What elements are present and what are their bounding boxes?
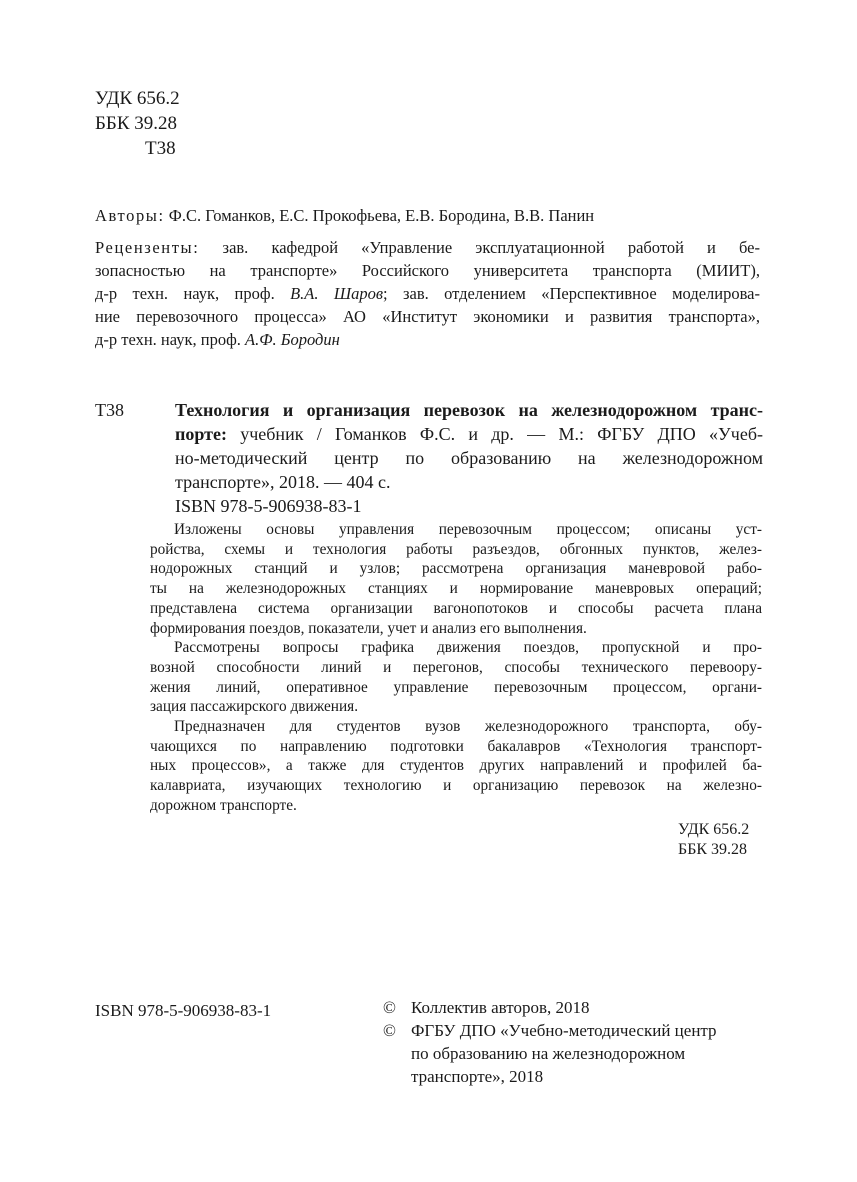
authors-label: Авторы: — [95, 206, 165, 225]
book-title: Технология и организация перевозок на железнодорожном транс- — [175, 400, 763, 420]
annotation-paragraph: Рассмотрены вопросы графика движения поездов, пропускной и про- возной способности линий и перегонов, способы технического перевоору- жения линий, оперативное управление перевозочным процессом, органи- зация пассажирского движения. — [150, 639, 762, 716]
udk-code: УДК 656.2 — [678, 821, 750, 838]
author-mark: Т38 — [145, 138, 176, 159]
authors-names: Ф.С. Гоманков, Е.С. Прокофьева, Е.В. Бородина, В.В. Панин — [168, 206, 595, 225]
reviewers-label: Рецензенты: — [95, 238, 200, 257]
bibliographic-record — [175, 398, 763, 518]
catalog-code: Т38 — [95, 400, 124, 420]
annotation-paragraph: Предназначен для студентов вузов железнодорожного транспорта, обу- чающихся по направлению подготовки бакалавров «Технология транспорт- ных процессов», а также для студентов других направлений и профилей ба- калавриата, изучающих технологию и организацию перевозок на железно- дорожном транспорте. — [150, 718, 762, 814]
footer-classification-codes — [678, 820, 749, 860]
bibliographic-line: порте: учебник / Гоманков Ф.С. и др. — М.: ФГБУ ДПО «Учеб- — [175, 424, 763, 444]
authors-line — [95, 204, 594, 228]
copyright-icon: © — [383, 998, 396, 1017]
annotation-paragraph: Изложены основы управления перевозочным процессом; описаны уст- ройства, схемы и технология работы разъездов, обгонных пунктов, желез- нодорожных станций и узлов; рассмотрена организация маневровой рабо- ты на железнодорожных станциях и нормирование маневровых операций; представлена система организации вагонопотоков и способы расчета плана формирования поездов, показатели, учет и анализ его выполнения. — [150, 521, 762, 637]
reviewers-block — [95, 236, 760, 351]
reviewers-line: Рецензенты: зав. кафедрой «Управление эксплуатационной работой и бе- — [95, 238, 760, 257]
bbk-code: ББК 39.28 — [678, 841, 748, 858]
bibliographic-line: транспорте», 2018. — 404 с. — [175, 472, 391, 492]
header-classification-codes — [95, 86, 180, 161]
copyright-block: © Коллектив авторов, 2018 © ФГБУ ДПО «Учебно-методический центр по образованию на железнодорожном транспорте», 2018 — [383, 998, 717, 1086]
udk-code: УДК 656.2 — [95, 88, 180, 109]
copyright-line: © Коллектив авторов, 2018 — [383, 998, 590, 1017]
copyright-line: © ФГБУ ДПО «Учебно-методический центр — [383, 1021, 717, 1040]
reviewers-line: д-р техн. наук, проф. А.Ф. Бородин — [95, 330, 340, 349]
reviewers-line: ние перевозочного процесса» АО «Институт экономики и развития транспорта», — [95, 307, 760, 326]
isbn-bottom: ISBN 978-5-906938-83-1 — [95, 1001, 272, 1020]
reviewers-line: зопасностью на транспорте» Российского университета транспорта (МИИТ), — [95, 261, 760, 280]
bibliographic-line: но-методический центр по образованию на железнодорожном — [175, 448, 763, 468]
reviewers-line: д-р техн. наук, проф. В.А. Шаров; зав. отделением «Перспективное моделирова- — [95, 284, 760, 303]
copyright-icon: © — [383, 1021, 396, 1040]
reviewer-name: В.А. Шаров — [290, 284, 384, 303]
reviewer-name: А.Ф. Бородин — [245, 330, 340, 349]
annotation — [150, 520, 762, 816]
isbn: ISBN 978-5-906938-83-1 — [175, 496, 362, 516]
bbk-code: ББК 39.28 — [95, 113, 177, 134]
